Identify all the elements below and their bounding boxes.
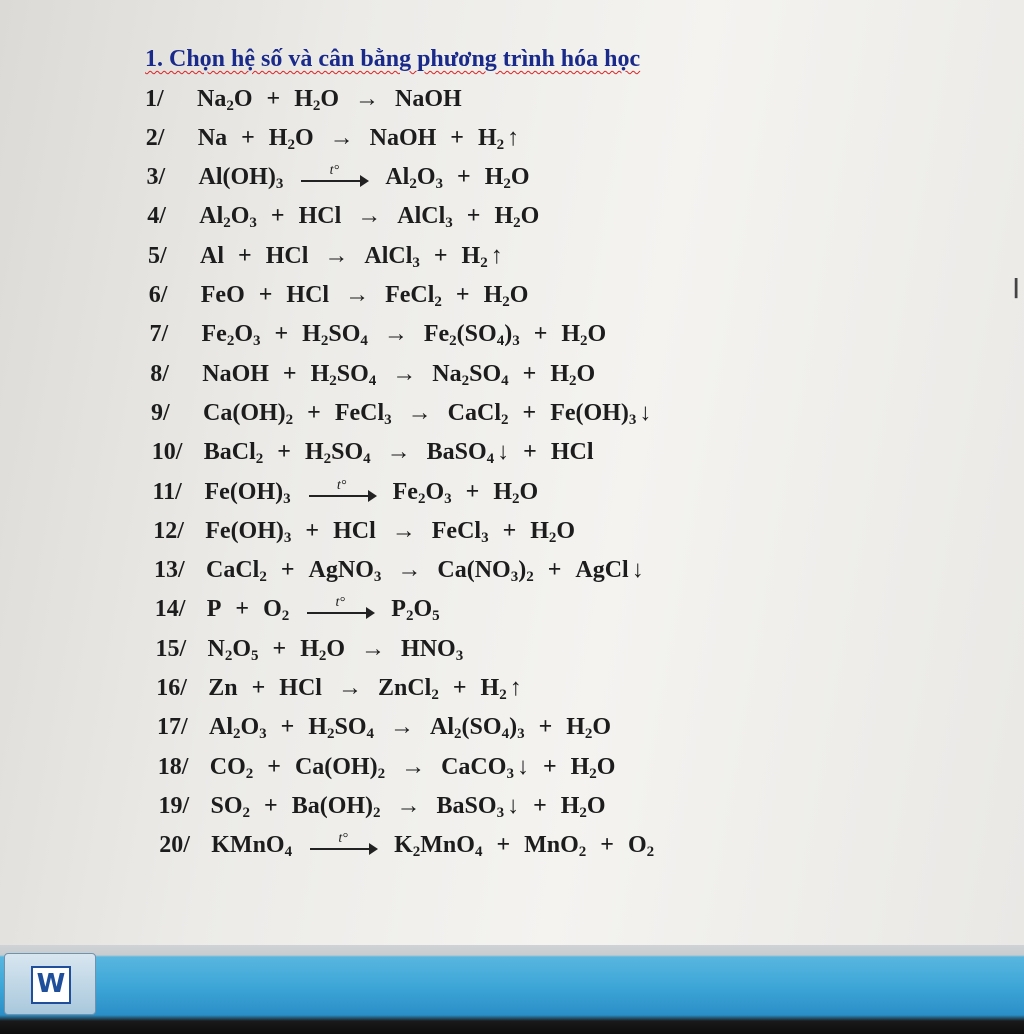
formula: $Na_2O$ — [197, 85, 253, 114]
formula: CaCl$_2$ — [206, 557, 267, 586]
formula: KMnO$_4$ — [211, 832, 293, 861]
reaction-arrow-icon: → — [337, 675, 362, 701]
equation-row — [154, 554, 644, 588]
precipitate-arrow-icon: ↓ — [507, 792, 520, 819]
exercise-title: 1. Chọn hệ số và cân bằng phương trình hóa học — [145, 46, 641, 72]
reaction-arrow-icon: → — [396, 792, 421, 819]
formula: $O_2$ — [263, 596, 290, 625]
formula: $N_2O_5$ — [207, 635, 259, 664]
plus-sign: + — [538, 714, 553, 741]
formula: NaOH — [202, 360, 269, 387]
reaction-arrow-icon: → — [345, 282, 370, 308]
formula: BaSO$_3$ — [436, 792, 505, 821]
plus-sign: + — [266, 85, 281, 112]
plus-sign: + — [274, 321, 289, 348]
equation-number: 1/ — [145, 85, 164, 112]
formula: $H_2SO_4$ — [302, 321, 368, 350]
plus-sign: + — [267, 753, 281, 780]
equation-row — [155, 593, 440, 627]
plus-sign: + — [264, 792, 278, 819]
formula: FeCl$_2$ — [385, 282, 442, 310]
plus-sign: + — [523, 439, 537, 466]
formula: CaCO$_3$ — [441, 753, 514, 782]
equation-row — [156, 632, 464, 666]
plus-sign: + — [522, 399, 537, 426]
equation-number: 14/ — [154, 596, 186, 623]
plus-sign: + — [238, 242, 252, 269]
equation-row — [157, 711, 611, 745]
formula: HCl — [286, 282, 330, 308]
formula: $H_2O$ — [570, 753, 616, 782]
formula: $Al_2O_3$ — [209, 714, 267, 743]
heat-arrow-icon — [307, 597, 373, 614]
formula: HCl — [265, 242, 309, 269]
precipitate-arrow-icon: ↓ — [516, 753, 529, 780]
equation-number: 20/ — [159, 832, 190, 859]
formula: Al — [200, 242, 224, 269]
equation-row — [149, 279, 529, 313]
plus-sign: + — [542, 753, 557, 780]
formula: NaOH — [395, 85, 462, 112]
formula: $H_2SO_4$ — [308, 714, 375, 743]
formula: FeCl$_3$ — [334, 399, 392, 428]
formula: $Ca(OH)_2$ — [294, 753, 386, 782]
equation-number: 11/ — [152, 478, 182, 505]
equation-number: 7/ — [149, 321, 169, 348]
formula: HCl — [333, 517, 376, 544]
formula: $Ca(OH)_2$ — [203, 399, 294, 428]
plus-sign: + — [502, 517, 517, 544]
plus-sign: + — [522, 360, 537, 387]
taskbar — [0, 945, 1024, 1034]
equation-row — [146, 121, 519, 155]
formula: $H_2O$ — [560, 792, 606, 821]
plus-sign: + — [433, 242, 448, 269]
formula: $Fe(OH)_3$ — [550, 399, 637, 428]
plus-sign: + — [280, 557, 295, 584]
plus-sign: + — [465, 478, 480, 505]
formula: $H_2O$ — [300, 635, 346, 664]
plus-sign: + — [251, 675, 266, 701]
formula: $Al_2(SO_4)_3$ — [430, 714, 525, 743]
precipitate-arrow-icon: ↓ — [631, 557, 644, 584]
formula: $H_2O$ — [530, 517, 576, 546]
heat-label: t° — [336, 477, 347, 493]
formula: AlCl$_3$ — [397, 203, 453, 232]
formula: $H_2O$ — [550, 360, 596, 389]
equation-number: 5/ — [148, 242, 167, 269]
formula: $Al_2O_3$ — [385, 164, 443, 193]
formula: $H_2O$ — [493, 478, 539, 507]
plus-sign: + — [450, 124, 464, 151]
reaction-arrow-icon: → — [324, 242, 349, 269]
plus-sign: + — [600, 832, 614, 859]
plus-sign: + — [533, 792, 547, 819]
formula: $Fe_2O_3$ — [201, 321, 261, 350]
word-icon: W — [31, 966, 71, 1004]
equation-row — [145, 82, 462, 116]
equation-row — [159, 789, 606, 823]
plus-sign: + — [282, 360, 297, 387]
formula: $H_2O$ — [484, 164, 530, 193]
equation-number: 3/ — [146, 164, 166, 191]
heat-arrow-icon — [310, 833, 376, 850]
formula: Zn — [208, 675, 238, 701]
formula: CaCl$_2$ — [447, 399, 509, 428]
reaction-arrow-icon: → — [401, 753, 426, 780]
formula: $Al(OH)_3$ — [198, 164, 284, 193]
formula: FeCl$_3$ — [431, 517, 489, 546]
formula: $H_2SO_4$ — [304, 439, 371, 468]
formula: $Fe(OH)_3$ — [204, 478, 291, 507]
equation-number: 12/ — [153, 517, 184, 544]
equation-number: 18/ — [157, 753, 189, 780]
equation-number: 15/ — [155, 635, 187, 662]
plus-sign: + — [457, 164, 471, 191]
equation-row — [147, 200, 539, 234]
formula: MnO$_2$ — [524, 832, 587, 861]
equation-row — [148, 239, 503, 273]
equation-number: 4/ — [147, 203, 166, 230]
formula: $Al_2O_3$ — [199, 203, 257, 232]
plus-sign: + — [277, 439, 291, 466]
equation-number: 6/ — [148, 282, 168, 308]
reaction-arrow-icon: → — [386, 439, 411, 466]
formula: BaSO$_4$ — [426, 439, 495, 468]
formula: $CO_2$ — [209, 753, 254, 782]
heat-arrow-icon — [309, 477, 375, 497]
equation-number: 10/ — [151, 439, 183, 466]
equation-row — [147, 161, 530, 195]
formula: $Na_2SO_4$ — [432, 360, 509, 389]
formula: $H_2SO_4$ — [310, 360, 377, 389]
formula: FeO — [200, 282, 245, 308]
gas-arrow-icon: ↑ — [490, 242, 503, 269]
equation-number: 13/ — [154, 557, 185, 584]
plus-sign: + — [455, 282, 470, 308]
equation-number: 19/ — [158, 792, 190, 819]
plus-sign: + — [235, 596, 250, 623]
plus-sign: + — [452, 675, 467, 701]
formula: $Fe_2O_3$ — [392, 478, 452, 507]
plus-sign: + — [533, 321, 548, 348]
formula: NaOH — [369, 124, 437, 151]
plus-sign: + — [307, 399, 321, 426]
formula: $H_2$ — [477, 124, 505, 153]
formula: $O_2$ — [627, 832, 655, 861]
formula: HCl — [550, 439, 594, 466]
formula: $P_2O_5$ — [391, 596, 440, 625]
equation-row — [158, 750, 616, 784]
formula: ZnCl$_2$ — [377, 675, 439, 703]
formula: AgCl — [575, 557, 629, 584]
formula: HCl — [279, 675, 322, 701]
plus-sign: + — [305, 517, 320, 544]
heat-label: t° — [338, 831, 348, 847]
equation-row — [150, 318, 607, 352]
formula: $H_2O$ — [268, 124, 314, 153]
text-cursor-icon: I — [1012, 272, 1021, 305]
formula: $Ba(OH)_2$ — [291, 792, 381, 821]
plus-sign: + — [272, 635, 287, 662]
formula: $H_2$ — [461, 242, 488, 271]
equation-number: 9/ — [151, 399, 170, 426]
plus-sign: + — [241, 124, 255, 151]
formula: BaCl$_2$ — [203, 439, 264, 468]
plus-sign: + — [270, 203, 285, 230]
plus-sign: + — [466, 203, 481, 230]
formula: $H_2O$ — [483, 282, 529, 310]
heat-label: t° — [329, 163, 340, 179]
reaction-arrow-icon: → — [383, 321, 408, 348]
formula: $Fe(OH)_3$ — [205, 517, 292, 546]
reaction-arrow-icon: → — [397, 557, 422, 584]
formula: $H_2$ — [480, 675, 507, 703]
equation-number: 16/ — [156, 675, 187, 701]
gas-arrow-icon: ↑ — [509, 675, 522, 701]
formula: $H_2O$ — [566, 714, 612, 743]
formula: P — [206, 596, 222, 623]
formula: AlCl$_3$ — [364, 242, 420, 271]
reaction-arrow-icon: → — [329, 124, 354, 151]
equation-row — [151, 396, 651, 430]
formula: $Ca(NO_3)_2$ — [437, 557, 534, 586]
formula: AgNO$_3$ — [308, 557, 382, 586]
reaction-arrow-icon: → — [357, 203, 382, 230]
equation-row — [153, 475, 539, 509]
equation-row — [150, 357, 595, 391]
equation-row — [156, 672, 521, 706]
formula: $SO_2$ — [210, 792, 251, 821]
formula: $H_2O$ — [294, 85, 340, 114]
equation-row — [159, 829, 654, 863]
equation-row — [153, 514, 575, 548]
plus-sign: + — [258, 282, 273, 308]
formula: Na — [197, 124, 228, 151]
word-taskbar-button[interactable] — [4, 953, 96, 1015]
plus-sign: + — [547, 557, 562, 584]
precipitate-arrow-icon: ↓ — [497, 439, 510, 466]
reaction-arrow-icon: → — [361, 635, 386, 662]
equation-row — [152, 436, 594, 470]
formula: $H_2O$ — [561, 321, 607, 350]
plus-sign: + — [496, 832, 511, 859]
equation-number: 8/ — [150, 360, 169, 387]
heat-arrow-icon — [301, 165, 367, 182]
precipitate-arrow-icon: ↓ — [639, 399, 652, 426]
reaction-arrow-icon: → — [407, 399, 432, 426]
heat-label: t° — [335, 595, 346, 611]
reaction-arrow-icon: → — [390, 714, 415, 741]
formula: $K_2MnO_4$ — [394, 832, 483, 861]
reaction-arrow-icon: → — [355, 85, 380, 112]
equation-number: 2/ — [145, 124, 165, 151]
reaction-arrow-icon: → — [391, 517, 416, 544]
reaction-arrow-icon: → — [392, 360, 417, 387]
plus-sign: + — [280, 714, 295, 741]
formula: $H_2O$ — [494, 203, 540, 232]
equation-number: 17/ — [157, 714, 188, 741]
formula: $HNO_3$ — [401, 635, 464, 664]
formula: $Fe_2(SO_4)_3$ — [423, 321, 520, 350]
gas-arrow-icon: ↑ — [507, 124, 520, 151]
formula: HCl — [298, 203, 342, 230]
